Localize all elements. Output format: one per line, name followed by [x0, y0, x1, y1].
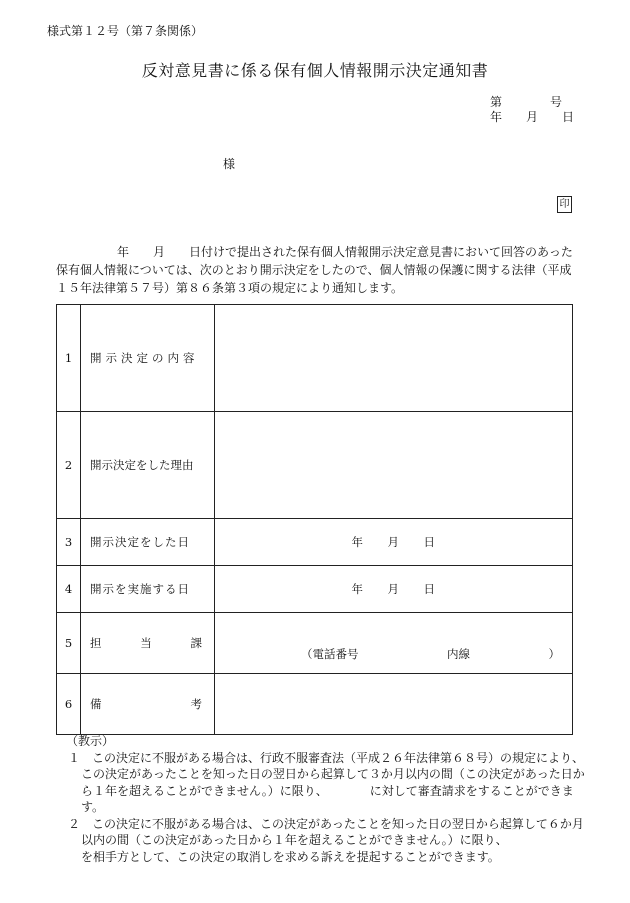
- note-2-line-3: を相手方として、この決定の取消しを求める訴えを提起することができます。: [81, 849, 500, 864]
- notes-heading: （教示）: [66, 734, 115, 748]
- table-row: [57, 412, 573, 519]
- row-value-department[interactable]: [215, 613, 573, 674]
- note-1-line-2: この決定があったことを知った日の翌日から起算して３か月以内の間（この決定があった日か: [81, 767, 585, 781]
- row-value-implementation-date[interactable]: 年 月 日: [215, 566, 573, 613]
- note-2-line-2: 以内の間（この決定があった日から１年を超えることができません。）に限り、: [81, 833, 508, 847]
- label-char: 担: [90, 636, 102, 650]
- note-1-line-3: ら１年を超えることができません。）に限り、 に対して審査請求をすることができま: [81, 783, 574, 798]
- label-char: 考: [190, 697, 202, 711]
- table-row: [57, 305, 573, 412]
- row-number: 5: [57, 613, 81, 674]
- row-label-implementation-date: 開示を実施する日: [81, 566, 215, 613]
- note-1-line-4: す。: [81, 800, 105, 814]
- phone-number-label: （電話番号: [301, 647, 359, 661]
- decision-table: [56, 304, 573, 735]
- table-row: [57, 613, 573, 674]
- row-number: 1: [57, 305, 81, 412]
- issue-date: 年 月 日: [490, 110, 575, 124]
- seal-stamp: 印: [557, 196, 572, 213]
- phone-close-paren: ）: [548, 647, 560, 661]
- row-label-decision-date: 開示決定をした日: [81, 519, 215, 566]
- row-number: 6: [57, 674, 81, 735]
- intro-line-3: １５年法律第５７号）第８６条第３項の規定により通知します。: [56, 281, 404, 295]
- label-char: 当: [140, 636, 152, 650]
- addressee-suffix: 様: [223, 157, 236, 171]
- row-number: 3: [57, 519, 81, 566]
- row-label-content: 開示決定の内容: [81, 305, 215, 412]
- instruction-notes: [66, 733, 586, 865]
- row-value-decision-date[interactable]: 年 月 日: [215, 519, 573, 566]
- extension-label: 内線: [447, 647, 470, 661]
- row-label-reason: 開示決定をした理由: [81, 412, 215, 519]
- label-char: 備: [90, 697, 102, 711]
- row-label-remarks: [81, 674, 215, 735]
- row-label-department: [81, 613, 215, 674]
- row-value-reason[interactable]: [215, 412, 573, 519]
- intro-paragraph: [56, 243, 584, 297]
- intro-line-2: 保有個人情報については、次のとおり開示決定をしたので、個人情報の保護に関する法律（平成: [56, 263, 572, 277]
- reference-number: 第 号: [490, 95, 563, 109]
- label-char: 課: [190, 636, 202, 650]
- form-number: 様式第１２号（第７条関係）: [47, 24, 204, 38]
- row-value-content[interactable]: [215, 305, 573, 412]
- table-row: [57, 519, 573, 566]
- table-row: [57, 566, 573, 613]
- note-1-line-1: １ この決定に不服がある場合は、行政不服審査法（平成２６年法律第６８号）の規定により、: [68, 750, 585, 765]
- row-value-remarks[interactable]: [215, 674, 573, 735]
- note-2-line-1: ２ この決定に不服がある場合は、この決定があったことを知った日の翌日から起算して６か月: [68, 816, 584, 831]
- table-row: [57, 674, 573, 735]
- row-number: 4: [57, 566, 81, 613]
- intro-line-1: 年 月 日付けで提出された保有個人情報開示決定意見書において回答のあった: [117, 245, 573, 259]
- row-number: 2: [57, 412, 81, 519]
- document-title: 反対意見書に係る保有個人情報開示決定通知書: [141, 61, 489, 80]
